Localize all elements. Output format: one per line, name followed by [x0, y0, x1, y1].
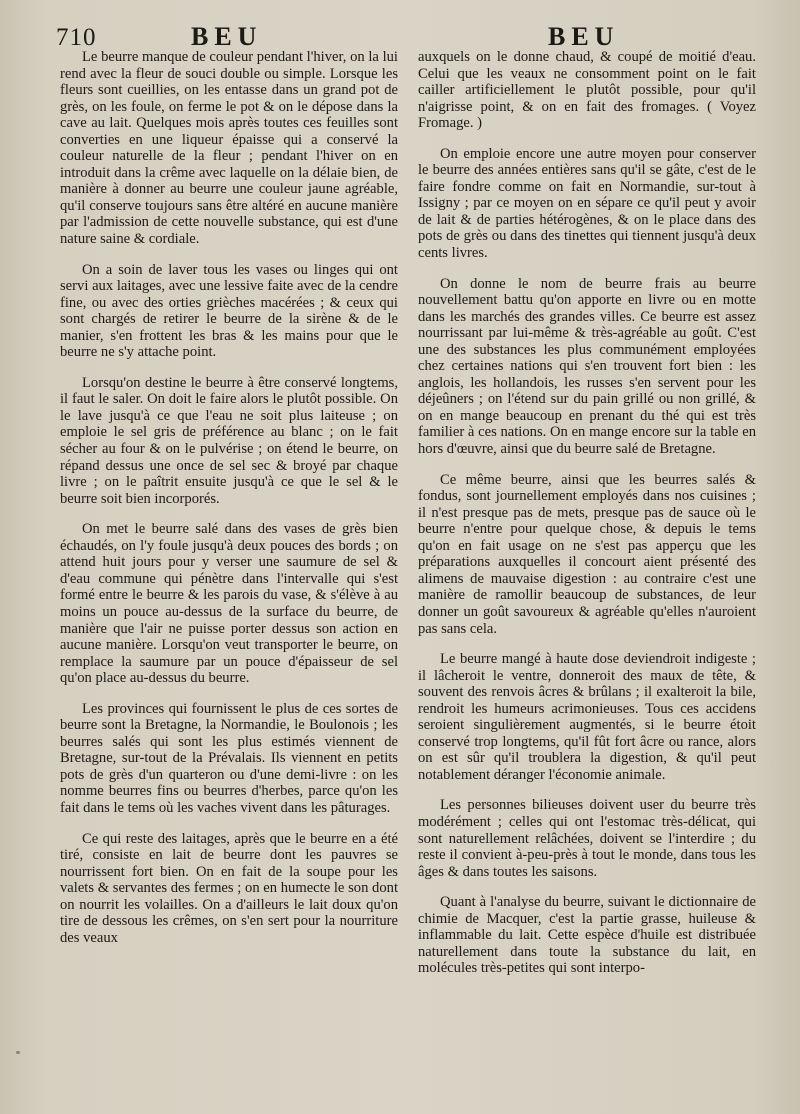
paragraph: Lorsqu'on destine le beurre à être conservé longtems, il faut le saler. On doit le faire alors le plutôt possible. On le lave jusqu'à ce que l'eau ne soit plus laiteuse ; on emploie le sel gris de préférence au blanc ; on le fait sécher au four & on le pulvérise ; on étend le beurre, on répand dessus une once de sel sec & broyé par chaque livre ; on le paîtrit ensuite jusqu'à ce que le sel & le beurre soit bien incorporés. [60, 374, 398, 507]
paragraph-continued: auxquels on le donne chaud, & coupé de moitié d'eau. Celui que les veaux ne consomment point on le fait cailler artificiellement le plutôt possible, pour qu'il n'aigrisse point, & on en fait des fromages. ( Voyez Fromage. ) [418, 49, 756, 132]
paragraph: Quant à l'analyse du beurre, suivant le dictionnaire de chimie de Macquer, c'est la partie grasse, huileuse & inflammable du lait. Cette espèce d'huile est distribuée naturellement dans toute la substance du lait, en molécules très-petites qui sont interpo- [418, 894, 756, 977]
paragraph: Les provinces qui fournissent le plus de ces sortes de beurre sont la Bretagne, la Normandie, le Boulonois ; les beurres salés qui sont les plus estimés viennent de Bretagne, sur-tout de la Prévalais. Ils viennent en petits pots de grès d'un quarteron ou d'une demi-livre : on les nomme beurres fins ou beurres d'herbes, parce qu'on les fait dans le tems où les vaches vivent dans les pâturages. [60, 700, 398, 816]
paragraph: On met le beurre salé dans des vases de grès bien échaudés, on l'y foule jusqu'à deux pouces des bords ; on attend huit jours pour y verser une saumure de sel & d'eau commune qui pénètre dans l'intervalle qui s'est formé entre le beurre & les parois du vase, & s'élève à au moins un pouce au-dessus de la surface du beurre, de manière que l'air ne puisse porter dessus son action en aucune manière. Lorsqu'on veut transporter le beurre, on remplace la saumure par un pouce d'épaisseur de sel qu'on place au-dessus du beurre. [60, 521, 398, 687]
paragraph: On donne le nom de beurre frais au beurre nouvellement battu qu'on apporte en livre ou en motte dans les marchés des grandes villes. Ce beurre est assez nourrissant par lui-même & très-agréable au goût. C'est une des substances les plus communément employées chez certaines nations qui s'en trouvent fort bien : les anglois, les hollandois, les russes s'en servent pour les déjeûners ; on l'étend sur du pain grillé ou non grillé, & on en mange beaucoup en prenant du thé qui est très familier à ces nations. On en mange encore sur la table en hors d'œuvre, ainsi que du beurre salé de Bretagne. [418, 275, 756, 458]
paragraph: On emploie encore une autre moyen pour conserver le beurre des années entières sans qu'il se gâte, c'est de le faire fondre comme on fait en Normandie, sur-tout à Issigny ; par ce moyen on en sépare ce qu'il peut y avoir de lait & de parties hétérogènes, & on le place dans des pots de grès ou dans des tinettes qui tiennent jusqu'à deux cents livres. [418, 145, 756, 262]
paper-speck [16, 1051, 20, 1054]
paragraph: Les personnes bilieuses doivent user du beurre très modérément ; celles qui ont l'estomac très-délicat, qui sont naturellement relâchées, doivent se l'interdire ; du reste il convient à-peu-près à tout le monde, dans tous les âges & dans toutes les saisons. [418, 797, 756, 880]
paragraph: Le beurre mangé à haute dose deviendroit indigeste ; il lâcheroit le ventre, donneroit des maux de tête, & souvent des renvois âcres & brûlans ; il exalteroit la bile, rendroit les humeurs acrimonieuses. Tous ces accidens seroient singulièrement augmentés, si le beurre étoit conservé trop longtems, qu'il fût fort âcre ou rance, alors on est sûr qu'il troublera la digestion, & qu'il peut notablement déranger l'économie animale. [418, 651, 756, 783]
paragraph: Ce même beurre, ainsi que les beurres salés & fondus, sont journellement employés dans nos cuisines ; il n'est presque pas de mets, presque pas de sauce où le beurre n'entre pour quelque chose, & depuis le tems qu'on en fait usage on ne s'est pas apperçu que les préparations auxquelles il concourt aient présenté des alimens de mauvaise digestion : au contraire c'est une manière de ramollir beaucoup de substances, de leur donner un goût savoureux & agréable qu'elles n'auroient pas sans cela. [418, 471, 756, 637]
page-number: 710 [56, 24, 97, 51]
paragraph: Le beurre manque de couleur pendant l'hiver, on la lui rend avec la fleur de souci double ou simple. Lorsque les fleurs sont cueillies, on les entasse dans un grand pot de grès, on les foule, on ferme le pot & on le dépose dans la cave au lait. Quelques mois après toutes ces feuilles sont converties en une liqueur épaisse qui a conservé la couleur naturelle de la fleur ; pendant l'hiver on en introduit dans la crême avec laquelle on la délaie bien, de manière à donner au beurre une couleur jaune agréable, qu'il conserve toujours sans être altéré en aucune manière par l'admission de cette nouvelle substance, qui est d'une nature saine & cordiale. [60, 49, 398, 248]
right-column [418, 49, 756, 991]
running-head-left: BEU [191, 22, 263, 51]
page-header [0, 22, 800, 52]
paragraph: On a soin de laver tous les vases ou linges qui ont servi aux laitages, avec une lessive faite avec de la cendre fine, ou avec des orties grièches macérées ; & ceux qui sont chargés de retirer le beurre de la sirène & de le manier, s'en frottent les bras & les mains pour que le beurre ne s'y attache point. [60, 261, 398, 361]
left-column [60, 49, 398, 960]
paragraph: Ce qui reste des laitages, après que le beurre en a été tiré, consiste en lait de beurre dont les pauvres se nourrissent fort bien. On en fait de la soupe pour les valets & servantes des fermes ; on en humecte le son dont on nourrit les volailles. On a d'ailleurs le lait doux qu'on tire de dessous les crêmes, on s'en sert pour la nourriture des veaux [60, 830, 398, 946]
running-head-right: BEU [548, 22, 620, 51]
